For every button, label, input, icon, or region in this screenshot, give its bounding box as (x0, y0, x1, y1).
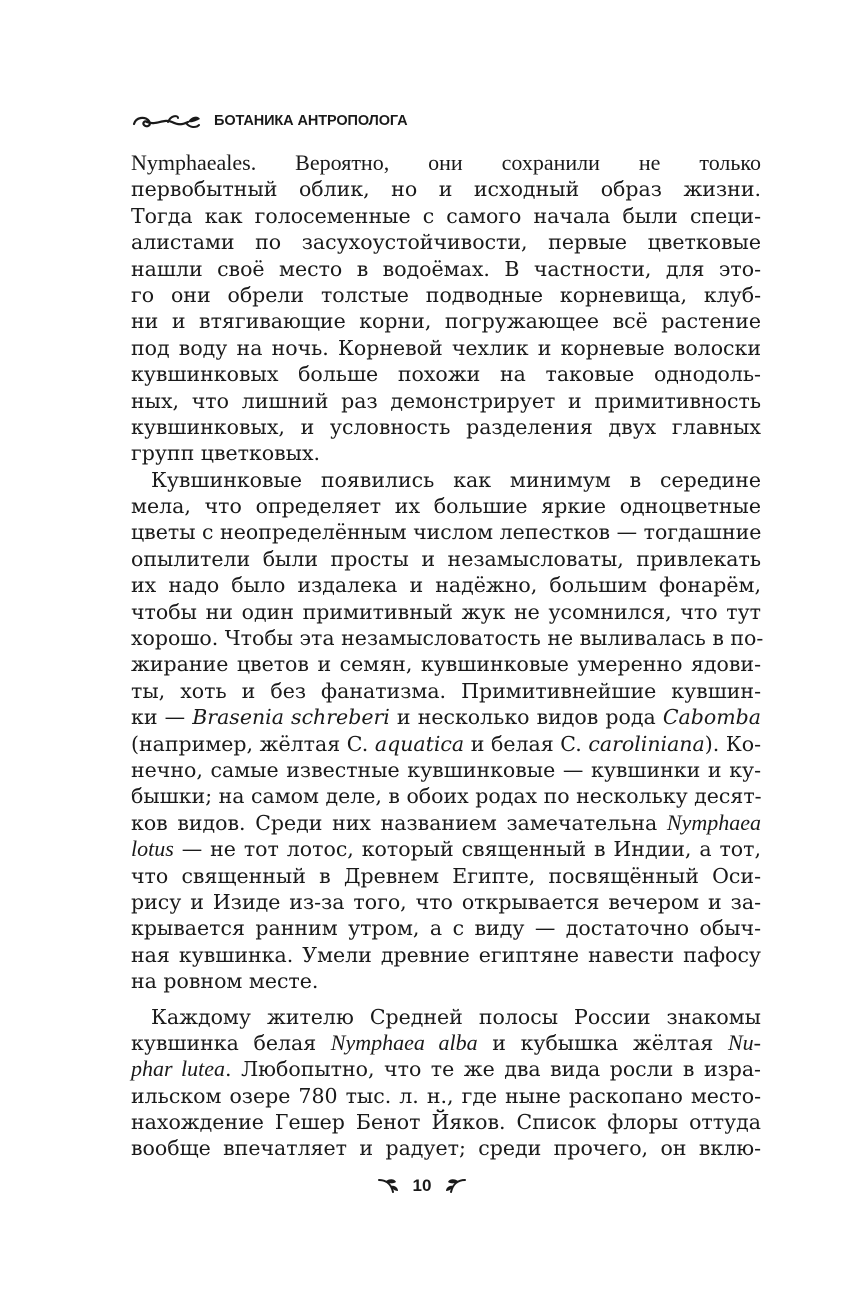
text-line: (например, жёлтая C. aquatica и белая C. caroliniana). Ко- (131, 731, 761, 756)
text-line: ков видов. Среди них названием замечательна Nymphaea (131, 809, 761, 835)
text-line: на ровном месте. (131, 969, 319, 994)
text-line: ных, что лишний раз демонстрирует и примитивность (131, 388, 761, 413)
text-line: Тогда как голосеменные с самого начала были специ- (131, 203, 761, 228)
text-line: вообще впечатляет и радует; среди прочего, он вклю- (131, 1136, 761, 1161)
text-line: ни и втягивающие корни, погружающее всё растение (131, 309, 761, 334)
page-number: 10 (412, 1176, 432, 1195)
text-line: цветы с неопределённым числом лепестков — тогдашние (131, 520, 762, 545)
text-line: крывается ранним утром, а с виду — достаточно обыч- (131, 916, 761, 941)
text-line: кувшинковых больше похожи на таковые однодоль- (131, 362, 761, 387)
text-line: lotus — не тот лотос, который священный в Индии, а тот, (131, 836, 761, 862)
text-line: кувшинковых, и условность разделения двух главных (131, 414, 761, 439)
sprig-right-icon (441, 1176, 467, 1196)
ornament-icon (130, 110, 204, 132)
page-footer (0, 1176, 844, 1196)
text-line: ильском озере 780 тыс. л. н., где ныне раскопано место- (131, 1083, 761, 1108)
text-line: их надо было издалека и надёжно, большим фонарём, (131, 573, 761, 598)
body-text (131, 150, 764, 1162)
text-line: phar lutea. Любопытно, что те же два вида росли в изра- (131, 1056, 761, 1082)
text-line: Кувшинковые появились как минимум в середине (151, 467, 761, 492)
text-line: ты, хоть и без фанатизма. Примитивнейшие кувшин- (131, 678, 761, 703)
text-line: хорошо. Чтобы эта незамысловатость не выливалась в по- (131, 626, 764, 651)
text-line: Nymphaeales. Вероятно, они сохранили не только (131, 150, 761, 175)
text-line: что священный в Древнем Египте, посвящённый Оси- (131, 863, 761, 888)
text-line: чтобы ни один примитивный жук не усомнился, что тут (131, 599, 761, 624)
text-line: групп цветковых. (131, 441, 321, 466)
text-line: Каждому жителю Средней полосы России знакомы (151, 1004, 761, 1029)
text-line: опылители были просты и незамысловаты, привлекать (131, 546, 761, 571)
text-line: жирание цветов и семян, кувшинковые умеренно ядови- (131, 652, 761, 677)
text-line: алистами по засухоустойчивости, первые цветковые (131, 230, 761, 255)
text-line: нахождение Гешер Бенот Йяков. Список флоры оттуда (131, 1110, 761, 1135)
text-line: кувшинка белая Nymphaea alba и кубышка жёлтая Nu- (131, 1029, 761, 1055)
text-line: ная кувшинка. Умели древние египтяне навести пафосу (131, 942, 761, 967)
text-line: под воду на ночь. Корневой чехлик и корневые волоски (131, 335, 761, 360)
text-line: бышки; на самом деле, в обоих родах по нескольку десят- (131, 784, 762, 809)
running-title: БОТАНИКА АНТРОПОЛОГА (214, 113, 408, 129)
text-line: нашли своё место в водоёмах. В частности, для это- (131, 256, 761, 281)
sprig-left-icon (377, 1176, 403, 1196)
text-line: первобытный облик, но и исходный образ жизни. (131, 177, 761, 202)
text-line: рису и Изиде из-за того, что открывается вечером и за- (131, 889, 761, 914)
text-line: нечно, самые известные кувшинковые — кувшинки и ку- (131, 757, 761, 782)
text-line: ки — Brasenia schreberi и несколько видов рода Cabomba (131, 705, 762, 730)
text-line: мела, что определяет их большие яркие одноцветные (131, 494, 761, 519)
text-line: го они обрели толстые подводные корневища, клуб- (131, 282, 761, 307)
running-header (130, 110, 408, 132)
